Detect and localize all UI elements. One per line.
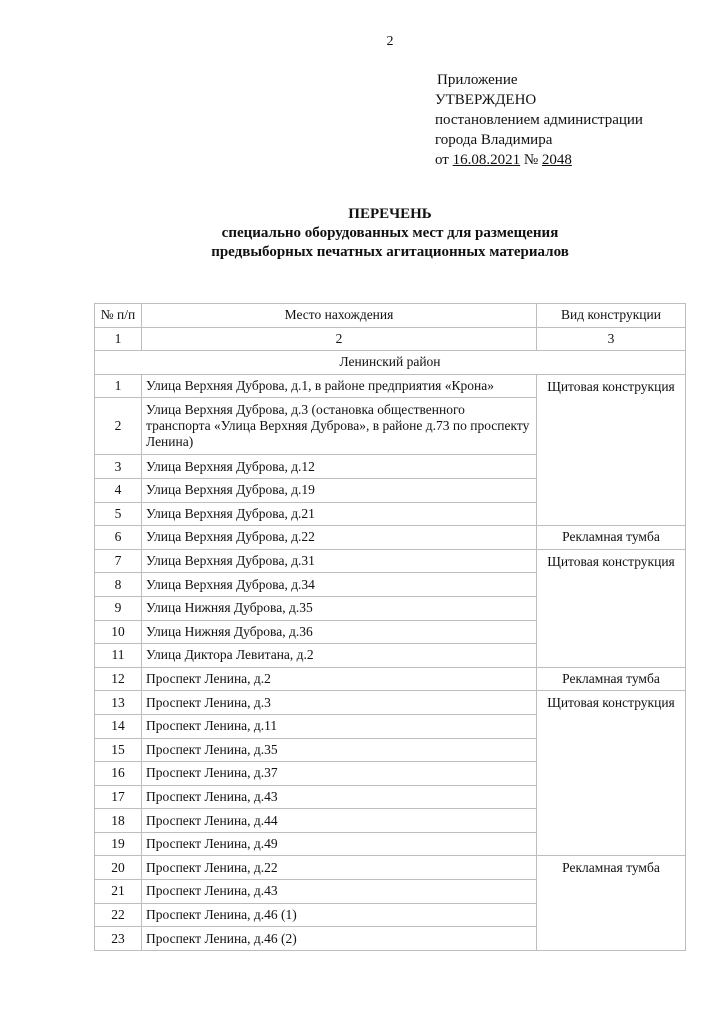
document-title: ПЕРЕЧЕНЬ (348, 206, 432, 222)
row-number: 11 (95, 644, 142, 668)
row-construction-type: Рекламная тумба (537, 526, 686, 550)
row-number: 20 (95, 856, 142, 880)
row-place: Улица Нижняя Дуброва, д.35 (142, 596, 537, 620)
decree-number: 2048 (541, 152, 572, 168)
row-number: 14 (95, 714, 142, 738)
row-place: Проспект Ленина, д.46 (1) (142, 903, 537, 927)
row-place: Проспект Ленина, д.37 (142, 762, 537, 786)
row-construction-type: Рекламная тумба (537, 856, 686, 950)
row-number: 7 (95, 549, 142, 573)
row-place: Проспект Ленина, д.44 (142, 809, 537, 833)
column-number: 2 (142, 327, 537, 351)
column-numbers-row (95, 327, 686, 351)
row-number: 10 (95, 620, 142, 644)
row-construction-type: Рекламная тумба (537, 667, 686, 691)
row-place: Проспект Ленина, д.46 (2) (142, 927, 537, 951)
row-number: 1 (95, 374, 142, 398)
table-header-row (95, 304, 686, 328)
city-label: города Владимира (435, 132, 553, 148)
table-row (95, 526, 686, 550)
from-prefix: от (435, 152, 449, 168)
approval-block (435, 70, 643, 170)
row-place: Улица Нижняя Дуброва, д.36 (142, 620, 537, 644)
row-number: 9 (95, 596, 142, 620)
row-place: Проспект Ленина, д.43 (142, 785, 537, 809)
row-place: Улица Верхняя Дуброва, д.12 (142, 455, 537, 479)
row-place: Улица Верхняя Дуброва, д.19 (142, 478, 537, 502)
row-number: 18 (95, 809, 142, 833)
decree-label: постановлением администрации (435, 112, 643, 128)
column-number: 1 (95, 327, 142, 351)
district-name: Ленинский район (95, 351, 686, 375)
row-number: 8 (95, 573, 142, 597)
document-subtitle-2: предвыборных печатных агитационных материалов (211, 244, 569, 260)
row-place: Улица Верхняя Дуброва, д.22 (142, 526, 537, 550)
table-row (95, 667, 686, 691)
row-place: Проспект Ленина, д.2 (142, 667, 537, 691)
row-number: 17 (95, 785, 142, 809)
row-number: 23 (95, 927, 142, 951)
row-place: Улица Верхняя Дуброва, д.3 (остановка общественного транспорта «Улица Верхняя Дуброва», в районе д.73 по проспекту Ленина) (142, 398, 537, 455)
locations-table (94, 303, 686, 951)
table-row (95, 374, 686, 398)
row-number: 16 (95, 762, 142, 786)
page-number: 2 (386, 34, 394, 49)
row-number: 4 (95, 478, 142, 502)
row-number: 19 (95, 832, 142, 856)
row-number: 12 (95, 667, 142, 691)
row-number: 6 (95, 526, 142, 550)
row-place: Проспект Ленина, д.43 (142, 880, 537, 904)
row-construction-type: Щитовая конструкция (537, 691, 686, 856)
row-place: Проспект Ленина, д.11 (142, 714, 537, 738)
row-construction-type: Щитовая конструкция (537, 549, 686, 667)
document-subtitle-1: специально оборудованных мест для размещения (221, 225, 559, 241)
district-row (95, 351, 686, 375)
row-place: Проспект Ленина, д.22 (142, 856, 537, 880)
table-row (95, 691, 686, 715)
row-number: 2 (95, 398, 142, 455)
row-place: Улица Верхняя Дуброва, д.1, в районе предприятия «Крона» (142, 374, 537, 398)
document-heading (0, 205, 723, 262)
column-header-type: Вид конструкции (537, 304, 686, 328)
column-header-number: № п/п (95, 304, 142, 328)
number-sign: № (523, 152, 539, 168)
decree-date-line (435, 150, 643, 170)
row-number: 3 (95, 455, 142, 479)
column-header-place: Место нахождения (142, 304, 537, 328)
row-place: Улица Верхняя Дуброва, д.31 (142, 549, 537, 573)
table-row (95, 856, 686, 880)
row-number: 21 (95, 880, 142, 904)
row-number: 5 (95, 502, 142, 526)
row-place: Улица Верхняя Дуброва, д.21 (142, 502, 537, 526)
row-place: Улица Диктора Левитана, д.2 (142, 644, 537, 668)
row-number: 15 (95, 738, 142, 762)
decree-date: 16.08.2021 (452, 152, 521, 168)
appendix-label: Приложение (437, 72, 518, 88)
row-number: 13 (95, 691, 142, 715)
row-place: Проспект Ленина, д.3 (142, 691, 537, 715)
approved-label: УТВЕРЖДЕНО (435, 92, 537, 108)
row-place: Проспект Ленина, д.49 (142, 832, 537, 856)
row-construction-type: Щитовая конструкция (537, 374, 686, 525)
table-row (95, 549, 686, 573)
row-number: 22 (95, 903, 142, 927)
row-place: Проспект Ленина, д.35 (142, 738, 537, 762)
row-place: Улица Верхняя Дуброва, д.34 (142, 573, 537, 597)
column-number: 3 (537, 327, 686, 351)
